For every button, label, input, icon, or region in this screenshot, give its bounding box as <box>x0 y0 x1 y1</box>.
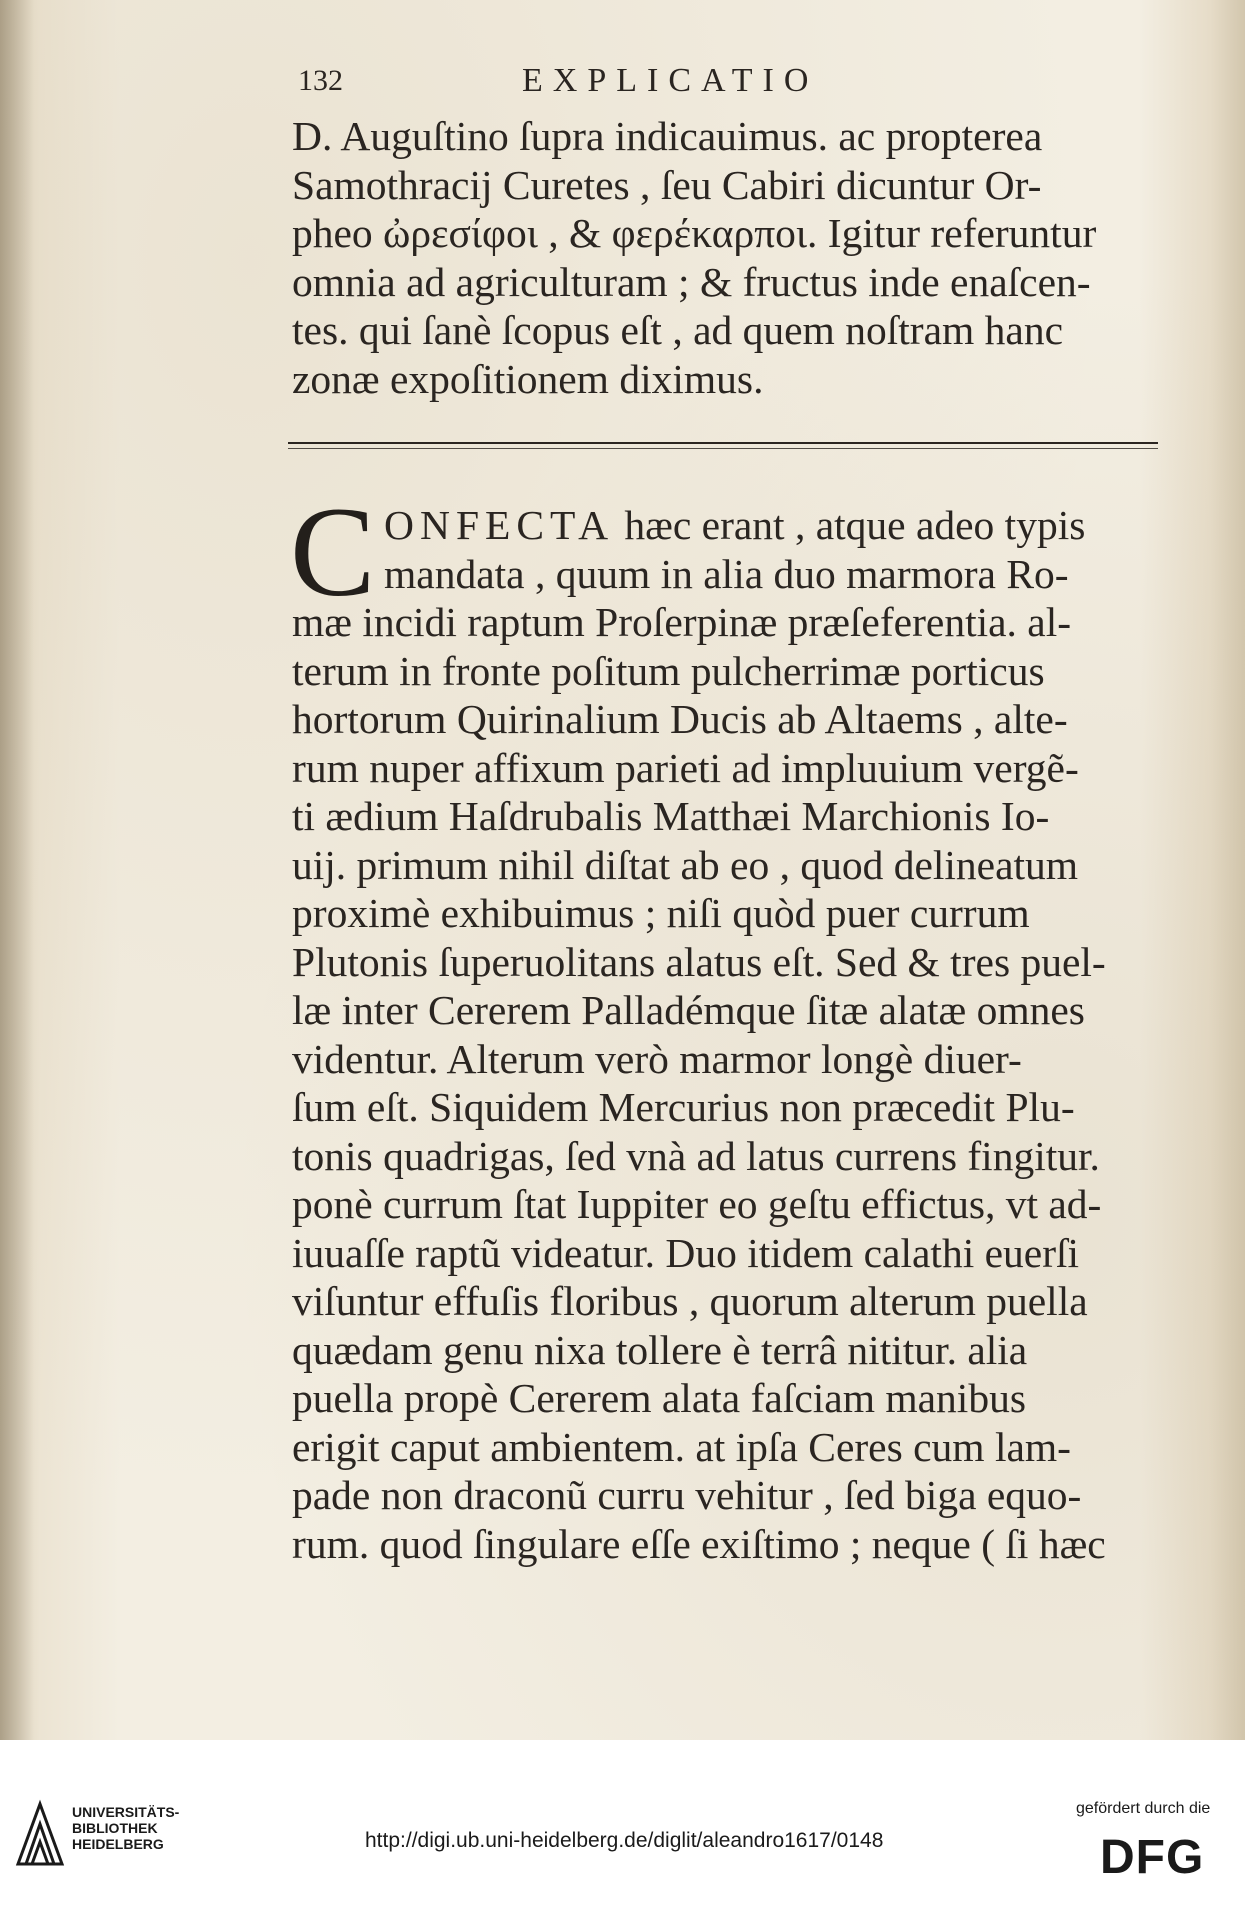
text-line <box>292 501 1172 550</box>
page-gutter-shadow <box>0 0 34 1740</box>
text-line: Samothracij Curetes , ſeu Cabiri dicuntur Or- <box>292 161 1042 208</box>
permalink-url[interactable]: http://digi.ub.uni-heidelberg.de/diglit/aleandro1617/0148 <box>365 1829 884 1852</box>
library-name-line: BIBLIOTHEK <box>72 1820 158 1836</box>
viewer-footer <box>0 1740 1245 1927</box>
text-line: videntur. Alterum verò marmor longè diuer- <box>292 1035 1022 1082</box>
text-line: omnia ad agriculturam ; & fructus inde enaſcen- <box>292 258 1091 305</box>
text-line: mandata , quum in alia duo marmora Ro- <box>384 550 1069 597</box>
drop-cap: C <box>290 481 376 623</box>
text-line: ſum eſt. Siquidem Mercurius non præcedit Plu- <box>292 1084 1075 1130</box>
text-line: ponè currum ſtat Iuppiter eo geſtu effictus, vt ad- <box>292 1181 1102 1227</box>
rule-line <box>288 442 1158 444</box>
text-line: mæ incidi raptum Proſerpinæ præſeferentia. al- <box>292 599 1072 645</box>
text-line: tonis quadrigas, ſed vnà ad latus currens fingitur. <box>292 1132 1100 1179</box>
text-line: pheo ὠρεσίφοι , & φερέκαρποι. Igitur referuntur <box>292 210 1097 256</box>
rule-line <box>288 448 1158 449</box>
lead-line-rest: hæc erant , atque adeo typis <box>614 502 1086 548</box>
text-line: ti ædium Haſdrubalis Matthæi Marchionis Io- <box>292 793 1050 839</box>
page-text-block <box>292 50 1172 1568</box>
dfg-logo: DFG <box>1100 1831 1205 1884</box>
university-library-logo-icon <box>14 1798 66 1868</box>
text-line: uij. primum nihil diſtat ab eo , quod delineatum <box>292 841 1079 888</box>
paragraph-second <box>290 481 1172 1568</box>
text-line: Plutonis ſuperuolitans alatus eſt. Sed & tres puel- <box>292 938 1106 985</box>
text-line: erigit caput ambientem. at ipſa Ceres cum lam- <box>292 1423 1071 1470</box>
section-divider-rule <box>288 439 1158 453</box>
text-line: D. Auguſtino ſupra indicauimus. ac propterea <box>292 113 1043 159</box>
text-line: terum in fronte poſitum pulcherrimæ porticus <box>292 647 1045 694</box>
library-name-line: UNIVERSITÄTS- <box>72 1804 180 1820</box>
text-line: iuuaſſe raptũ videatur. Duo itidem calathi euerſi <box>292 1229 1080 1276</box>
text-line: zonæ expoſitionem diximus. <box>292 355 764 402</box>
running-title: EXPLICATIO <box>522 62 819 99</box>
library-name-line: HEIDELBERG <box>72 1836 164 1852</box>
text-line: rum nuper affixum parieti ad impluuium vergẽ- <box>292 744 1079 791</box>
university-library-name <box>72 1804 179 1852</box>
text-line: læ inter Cererem Palladémque ſitæ alatæ omnes <box>292 987 1085 1033</box>
lead-word: ONFECTA <box>384 502 615 548</box>
paragraph-first <box>292 112 1172 403</box>
text-line: proximè exhibuimus ; niſi quòd puer currum <box>292 890 1030 936</box>
text-line: viſuntur effuſis floribus , quorum alterum puella <box>292 1278 1088 1324</box>
funding-credit: gefördert durch die <box>1076 1800 1211 1817</box>
text-line: tes. qui ſanè ſcopus eſt , ad quem noſtram hanc <box>292 307 1063 353</box>
running-head <box>292 50 1172 112</box>
text-line: quædam genu nixa tollere è terrâ nititur. alia <box>292 1326 1028 1373</box>
text-line: hortorum Quirinalium Ducis ab Altaems , alte- <box>292 696 1068 742</box>
page-number: 132 <box>298 64 343 97</box>
text-line: pade non draconũ curru vehitur , ſed biga equo- <box>292 1472 1082 1518</box>
text-line: puella propè Cererem alata faſciam manibus <box>292 1375 1026 1421</box>
text-line: rum. quod ſingulare eſſe exiſtimo ; neque ( ſi hæc <box>292 1520 1106 1567</box>
